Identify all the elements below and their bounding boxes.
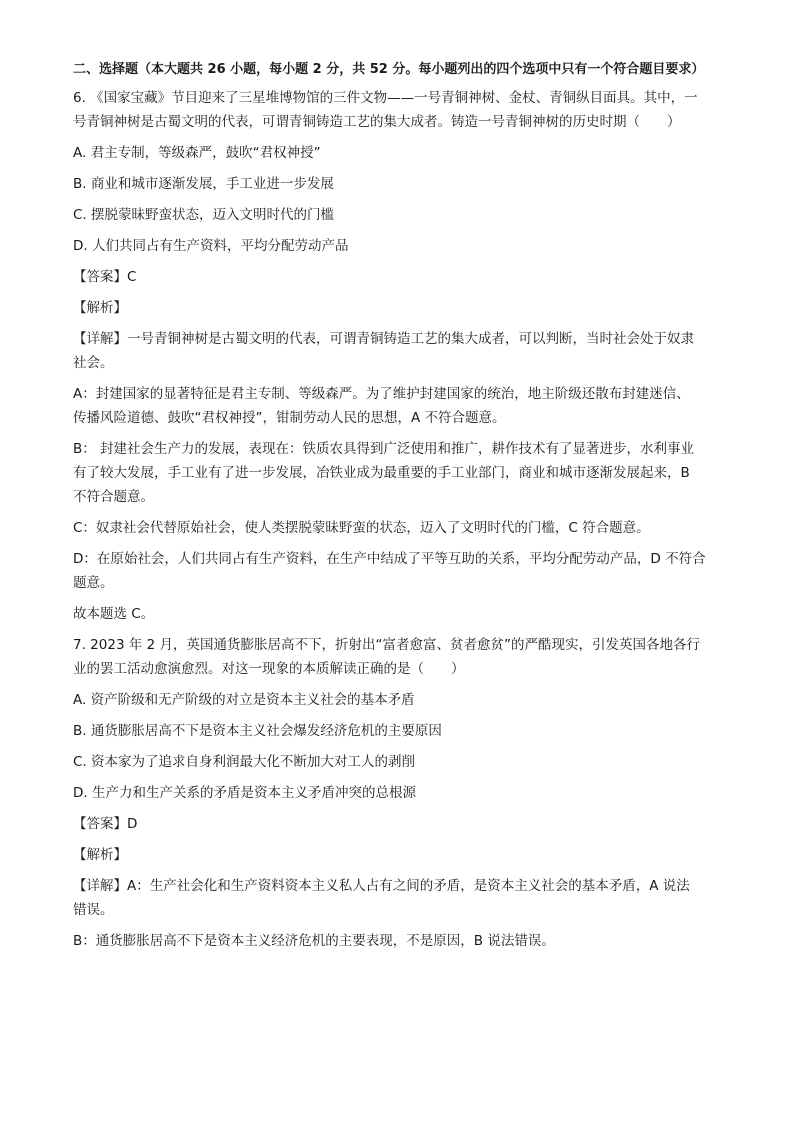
- question-stem: 业的罢工活动愈演愈烈。对这一现象的本质解读正确的是（ ）: [73, 661, 465, 677]
- explanation-c: C：奴隶社会代替原始社会，使人类摆脱蒙昧野蛮的状态，迈入了文明时代的门槛，C 符合题意。: [73, 520, 650, 536]
- explanation-d: 题意。: [73, 575, 114, 591]
- section-header: 二、选择题（本大题共 26 小题，每小题 2 分，共 52 分。每小题列出的四个选项中只有一个符合题目要求）: [73, 62, 705, 77]
- question-7: [73, 635, 723, 951]
- answer-label: 【答案】D: [73, 816, 138, 832]
- detail-text: 错误。: [73, 902, 114, 918]
- question-6: [73, 88, 723, 624]
- option-b: B. 商业和城市逐渐发展，手工业进一步发展: [73, 176, 334, 192]
- option-c: C. 摆脱蒙昧野蛮状态，迈入文明时代的门槛: [73, 207, 335, 223]
- explanation-a: 传播风险道德、鼓吹“君权神授”，钳制劳动人民的思想，A 不符合题意。: [73, 410, 506, 426]
- option-a: A. 资产阶级和无产阶级的对立是资本主义社会的基本矛盾: [73, 692, 415, 708]
- option-d: D. 人们共同占有生产资料，平均分配劳动产品: [73, 238, 349, 254]
- explanation-b: B：通货膨胀居高不下是资本主义经济危机的主要表现，不是原因，B 说法错误。: [73, 933, 555, 949]
- analysis-label: 【解析】: [73, 300, 127, 316]
- explanation-a: A：封建国家的显著特征是君主专制、等级森严。为了维护封建国家的统治，地主阶级还散布封建迷信、: [73, 386, 690, 402]
- option-b: B. 通货膨胀居高不下是资本主义社会爆发经济危机的主要原因: [73, 723, 442, 739]
- page-content: [73, 60, 723, 962]
- option-a: A. 君主专制，等级森严，鼓吹“君权神授”: [73, 145, 321, 161]
- detail-text: 【详解】一号青铜神树是古蜀文明的代表，可谓青铜铸造工艺的集大成者，可以判断，当时社会处于奴隶: [73, 331, 694, 347]
- conclusion: 故本题选 C。: [73, 606, 155, 622]
- question-stem: 7. 2023 年 2 月，英国通货膨胀居高不下，折射出“富者愈富、贫者愈贫”的严酷现实，引发英国各地各行: [73, 637, 700, 653]
- explanation-b: 有了较大发展，手工业有了进一步发展，冶铁业成为最重要的手工业部门，商业和城市逐渐发展起来，B: [73, 465, 690, 481]
- answer-label: 【答案】C: [73, 269, 137, 285]
- explanation-b: B： 封建社会生产力的发展，表现在：铁质农具得到广泛使用和推广，耕作技术有了显著进步，水利事业: [73, 441, 695, 457]
- explanation-d: D：在原始社会，人们共同占有生产资料，在生产中结成了平等互助的关系，平均分配劳动产品，D 不符合: [73, 551, 706, 567]
- explanation-b: 不符合题意。: [73, 489, 154, 505]
- question-stem: 6. 《国家宝藏》节目迎来了三星堆博物馆的三件文物——一号青铜神树、金杖、青铜纵目面具。其中，一: [73, 90, 698, 106]
- option-c: C. 资本家为了追求自身利润最大化不断加大对工人的剥削: [73, 754, 416, 770]
- question-stem: 号青铜神树是古蜀文明的代表，可谓青铜铸造工艺的集大成者。铸造一号青铜神树的历史时期（ ）: [73, 114, 681, 130]
- option-d: D. 生产力和生产关系的矛盾是资本主义矛盾冲突的总根源: [73, 785, 416, 801]
- detail-text: 【详解】A：生产社会化和生产资料资本主义私人占有之间的矛盾，是资本主义社会的基本矛盾，A 说法: [73, 878, 690, 894]
- analysis-label: 【解析】: [73, 847, 127, 863]
- detail-text: 社会。: [73, 355, 114, 371]
